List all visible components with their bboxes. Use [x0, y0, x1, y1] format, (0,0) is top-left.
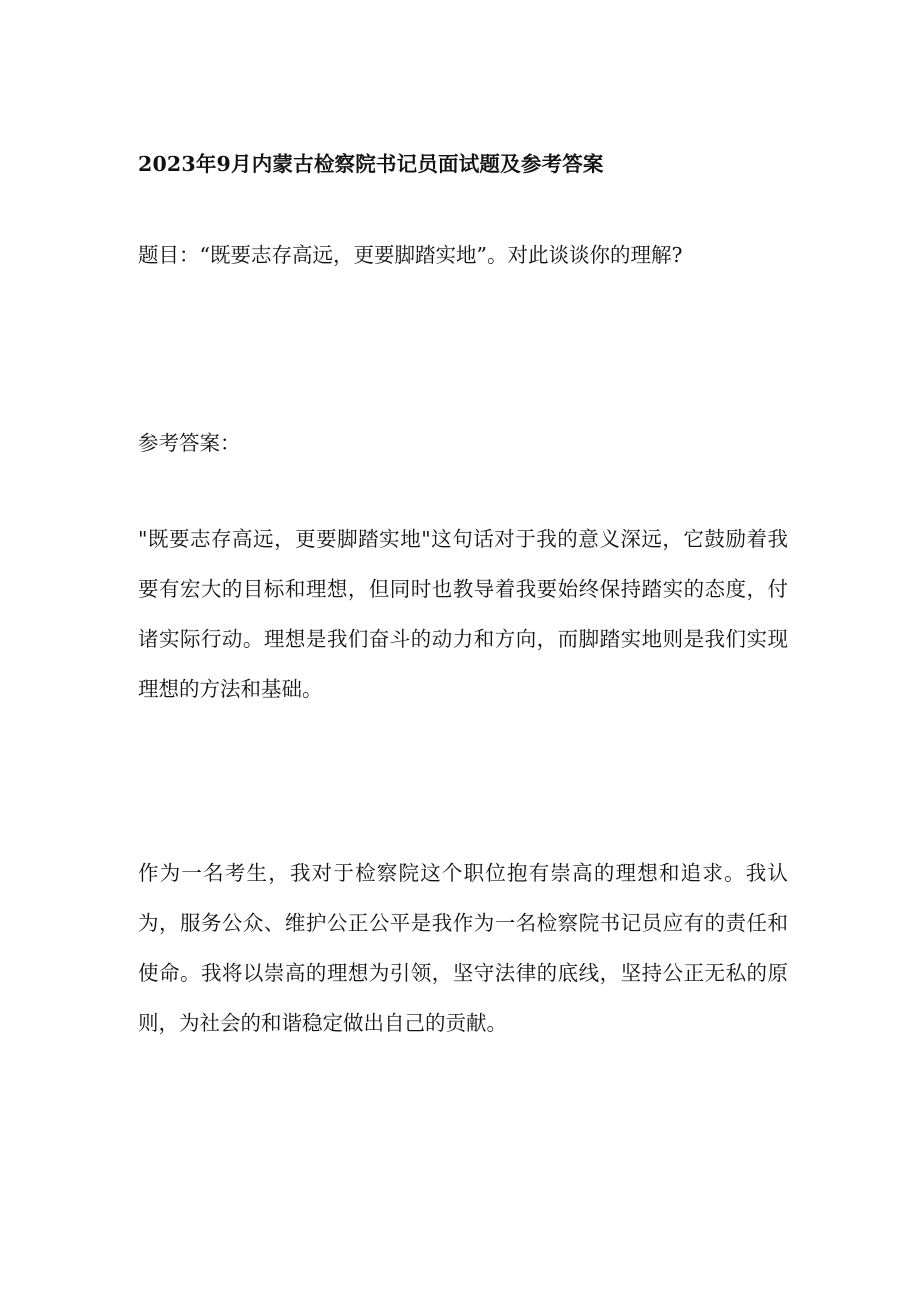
answer-paragraph: 作为一名考生，我对于检察院这个职位抱有崇高的理想和追求。我认为，服务公众、维护公正公平是我作为一名检察院书记员应有的责任和使命。我将以崇高的理想为引领，坚守法律的底线，坚持公正无私的原则，为社会的和谐稳定做出自己的贡献。	[138, 861, 788, 1035]
answer-label: 参考答案：	[138, 431, 241, 455]
document-title: 2023年9月内蒙古检察院书记员面试题及参考答案	[138, 152, 604, 176]
answer-paragraph: "既要志存高远，更要脚踏实地"这句话对于我的意义深远，它鼓励着我要有宏大的目标和理想，但同时也教导着我要始终保持踏实的态度，付诸实际行动。理想是我们奋斗的动力和方向，而脚踏实地则是我们实现理想的方法和基础。	[138, 527, 788, 701]
question-text: 题目：“既要志存高远，更要脚踏实地”。对此谈谈你的理解?	[138, 243, 683, 267]
